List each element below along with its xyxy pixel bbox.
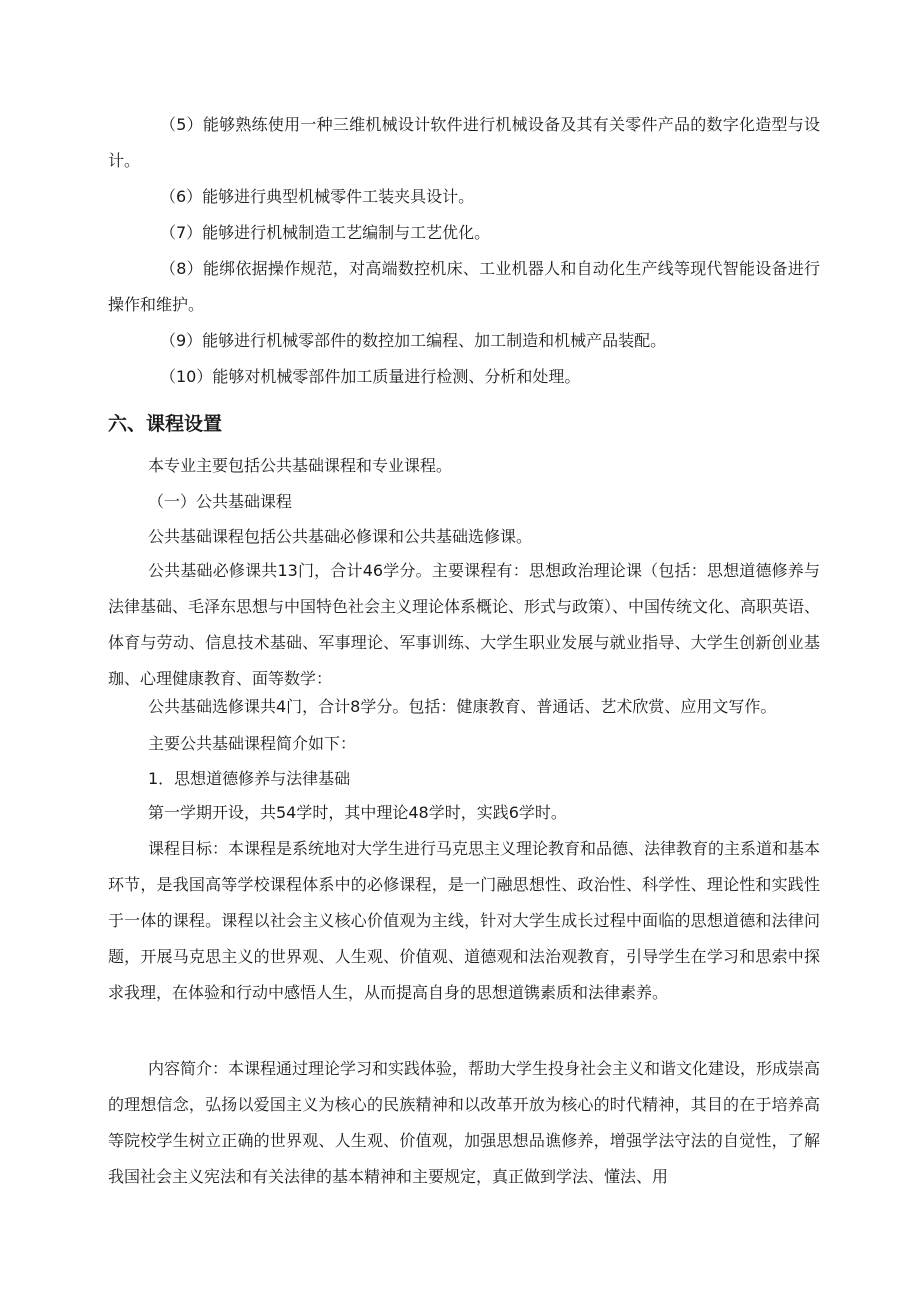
course-1-hours: 第一学期开设，共54学时，其中理论48学时，实践6学时。 [148, 803, 567, 822]
course-1-content: 内容简介：本课程通过理论学习和实践体验，帮助大学生投身社会主义和谐文化建设，形成崇高的理想信念，弘扬以爱国主义为核心的民族精神和以改革开放为核心的时代精神，其目的在于培养高等院校学生树立正确的世界观、人生观、价值观，加强思想品谯修养，增强学法守法的自觉性，了解我国社会主义宪法和有关法律的基本精神和主要规定，真正做到学法、懂法、用 [108, 1059, 821, 1186]
public-courses-intro: 公共基础课程包括公共基础必修课和公共基础选修课。 [148, 527, 533, 546]
required-courses-paragraph: 公共基础必修课共13门，合计46学分。主要课程有：思想政治理论课（包括：思想道德修养与法律基础、毛泽东思想与中国特色社会主义理论体系概论、形式与政策）、中国传统文化、高职英语、体育与劳动、信息技术基础、军事理论、军事训练、大学生职业发展与就业指导、大学生创新创业基珈、心理健康教育、面等数学： [108, 561, 821, 688]
list-item-9: （9）能够进行机械零部件的数控加工编程、加工制造和机械产品装配。 [160, 331, 667, 350]
subsection-heading: （一）公共基础课程 [148, 492, 293, 511]
course-1-goal: 课程目标：本课程是系统地对大学生进行马克思主义理论教育和品德、法律教育的主系道和基本环节，是我国高等学校课程体系中的必修课程，是一门融思想性、政治性、科学性、理论性和实践性于一体的课程。课程以社会主义核心价值观为主线，针对大学生成长过程中面临的思想道德和法律问题，开展马克思主义的世界观、人生观、价值观、道德观和法治观教育，引导学生在学习和思索中探求我理，在体验和行动中感悟人生，从而提高自身的思想道镌素质和法律素养。 [108, 839, 821, 1002]
course-1-title: 1．思想道德修养与法律基础 [148, 769, 351, 788]
list-item-10: （10）能够对机械零部件加工质量进行检测、分析和处理。 [160, 367, 581, 386]
elective-courses-paragraph: 公共基础选修课共4门，合计8学分。包括：健康教育、普通话、艺术欣赏、应用文写作。 [148, 697, 777, 716]
course-summary-heading: 主要公共基础课程简介如下： [148, 734, 357, 753]
section-heading: 六、课程设置 [108, 413, 223, 435]
section-intro: 本专业主要包括公共基础课程和专业课程。 [148, 456, 453, 475]
list-item-5: （5）能够熟练使用一种三维机械设计软件进行机械设备及其有关零件产品的数字化造型与设计。 [108, 115, 820, 170]
list-item-8: （8）能绑依据操作规范，对高端数控机床、工业机器人和自动化生产线等现代智能设备进行操作和维护。 [108, 259, 820, 314]
list-item-7: （7）能够进行机械制造工艺编制与工艺优化。 [160, 223, 491, 242]
list-item-6: （6）能够进行典型机械零件工装夹具设计。 [160, 187, 475, 206]
